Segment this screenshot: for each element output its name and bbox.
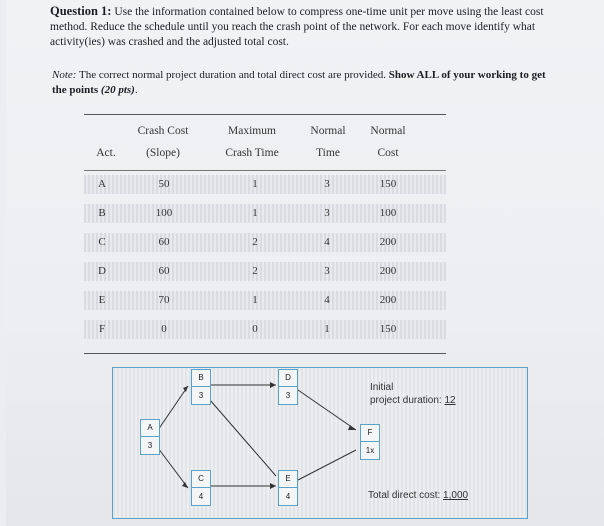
header-crash-time: Crash Time (225, 147, 279, 159)
node-e-duration: 4 (285, 492, 291, 501)
header-normal-cost-2: Cost (377, 147, 399, 159)
header-normal-time-1: Normal (310, 125, 346, 137)
arrow-b (183, 386, 188, 392)
cell-act: A (98, 178, 106, 190)
cell-normal-time: 3 (324, 178, 330, 190)
cell-slope: 70 (158, 294, 170, 306)
initial-duration-label (370, 395, 456, 406)
edge-e-f (298, 450, 356, 480)
cell-slope: 100 (155, 207, 173, 219)
cell-max-crash: 2 (252, 265, 258, 277)
node-d-label: D (279, 370, 297, 387)
total-direct-cost-label: Total direct cost: (368, 490, 441, 501)
node-f (360, 424, 380, 460)
node-a-duration: 3 (147, 441, 153, 450)
cell-max-crash: 1 (252, 178, 258, 190)
cell-normal-cost: 150 (379, 323, 397, 335)
node-c-duration: 4 (198, 492, 204, 501)
arrow-d (270, 382, 276, 388)
cell-max-crash: 1 (252, 207, 258, 219)
node-f-duration: 1x (365, 446, 375, 455)
cell-normal-cost: 200 (379, 236, 397, 248)
cell-slope: 60 (158, 236, 170, 248)
header-normal-cost-1: Normal (370, 125, 406, 137)
cell-slope: 60 (158, 265, 170, 277)
cell-normal-time: 3 (324, 265, 330, 277)
cell-normal-cost: 150 (379, 178, 397, 190)
edge-a-c (158, 448, 188, 488)
cell-slope: 50 (158, 178, 170, 190)
initial-duration-value: 12 (444, 395, 456, 406)
cell-act: B (98, 207, 106, 219)
cell-normal-cost: 200 (379, 265, 397, 277)
edge-b-e (210, 400, 276, 476)
header-act: Act. (96, 147, 116, 159)
note-label: Note: (52, 69, 77, 81)
node-f-label: F (361, 425, 379, 442)
cell-normal-time: 4 (324, 294, 330, 306)
cell-act: D (98, 265, 106, 277)
note-points: (20 pts) (100, 84, 135, 96)
cell-normal-time: 3 (324, 207, 330, 219)
cell-act: F (98, 323, 106, 335)
question-label: Question 1: (50, 4, 112, 18)
node-e-label: E (279, 471, 297, 488)
node-d-duration: 3 (285, 391, 291, 400)
note-body: The correct normal project duration and total direct cost are provided. (79, 69, 386, 81)
node-a (140, 419, 160, 455)
node-b-duration: 3 (198, 391, 204, 400)
arrow-c (182, 482, 188, 488)
cell-max-crash: 0 (252, 323, 258, 335)
cell-slope: 0 (161, 323, 167, 335)
cell-max-crash: 2 (252, 236, 258, 248)
cell-normal-cost: 100 (379, 207, 397, 219)
initial-duration-text: project duration: (370, 395, 442, 406)
note-emphasis: Show ALL of your working to get the points (52, 69, 546, 96)
header-normal-time-2: Time (316, 147, 340, 159)
header-maximum: Maximum (228, 125, 276, 137)
arrow-e (270, 483, 276, 489)
node-b (191, 369, 211, 405)
node-a-label: A (141, 420, 159, 437)
total-direct-cost (368, 490, 468, 501)
node-b-label: B (192, 370, 210, 387)
header-slope: (Slope) (146, 147, 180, 159)
cell-normal-time: 1 (324, 323, 330, 335)
cell-act: C (98, 236, 106, 248)
node-c (191, 470, 211, 506)
edge-d-f (298, 390, 356, 430)
edge-a-b (158, 386, 188, 430)
cell-normal-time: 4 (324, 236, 330, 248)
note-text: Note: The correct normal project duration and total direct cost are provided. Show ALL of your working to get the points (20 pts). (52, 69, 546, 96)
header-crash-cost: Crash Cost (137, 125, 189, 137)
initial-duration-label-1: Initial (370, 382, 394, 393)
cell-max-crash: 1 (252, 294, 258, 306)
node-d (278, 369, 298, 405)
total-direct-cost-value: 1,000 (443, 490, 469, 501)
node-c-label: C (192, 471, 210, 488)
cell-act: E (98, 294, 106, 306)
cell-normal-cost: 200 (379, 294, 397, 306)
node-e (278, 470, 298, 506)
question-body: Use the information contained below to compress one-time unit per move using the least cost method. Reduce the schedule until you reach the crash point of the network. For each move identify what activity(ies) was crashed and the adjusted total cost. (50, 6, 544, 48)
